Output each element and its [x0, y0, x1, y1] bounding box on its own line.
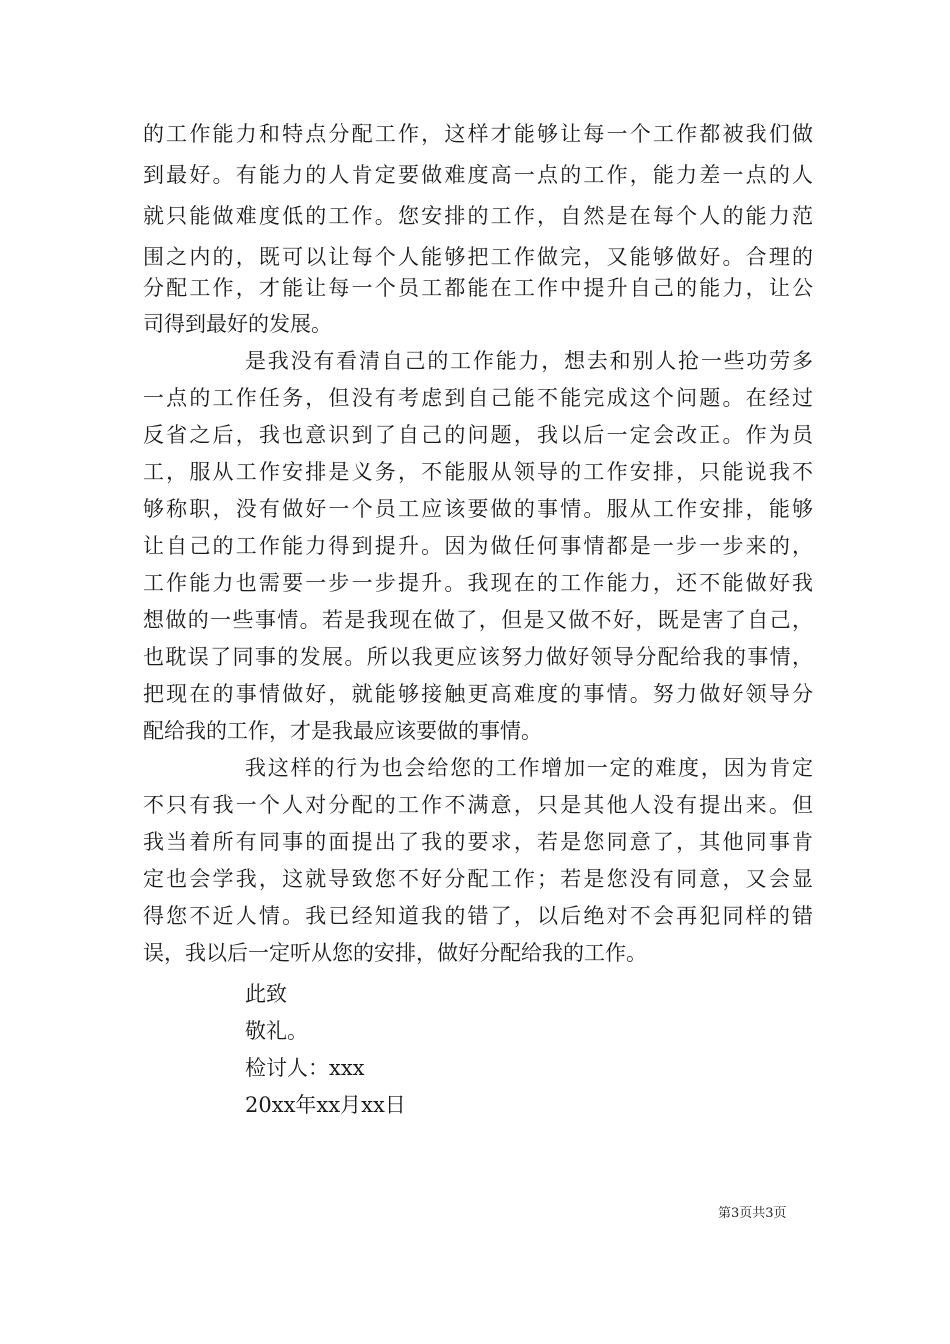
- paragraph-2-line: 够称职，没有做好一个员工应该要做的事情。服从工作安排，能够: [143, 497, 813, 521]
- closing-signer: 检讨人：xxx: [245, 1056, 365, 1080]
- paragraph-3-line: 误，我以后一定听从您的安排，做好分配给我的工作。: [143, 941, 647, 965]
- paragraph-1-line: 的工作能力和特点分配工作，这样才能够让每一个工作都被我们做: [143, 122, 813, 146]
- paragraph-1-line: 到最好。有能力的人肯定要做难度高一点的工作，能力差一点的人: [143, 163, 813, 187]
- closing-respect: 敬礼。: [245, 1019, 308, 1043]
- page-number-footer: 第3页共3页: [718, 1206, 787, 1221]
- paragraph-2-line: 是我没有看清自己的工作能力，想去和别人抢一些功劳多: [245, 349, 813, 373]
- closing-salutation: 此致: [245, 982, 287, 1006]
- paragraph-3-line: 不只有我一个人对分配的工作不满意，只是其他人没有提出来。但: [143, 793, 813, 817]
- paragraph-2-line: 让自己的工作能力得到提升。因为做任何事情都是一步一步来的，: [143, 534, 813, 558]
- paragraph-3-line: 我当着所有同事的面提出了我的要求，若是您同意了，其他同事肯: [143, 830, 813, 854]
- paragraph-2-line: 也耽误了同事的发展。所以我更应该努力做好领导分配给我的事情，: [143, 645, 813, 669]
- paragraph-2-line: 工作能力也需要一步一步提升。我现在的工作能力，还不能做好我: [143, 571, 813, 595]
- paragraph-2-line: 反省之后，我也意识到了自己的问题，我以后一定会改正。作为员: [143, 423, 813, 447]
- paragraph-1-line: 围之内的，既可以让每个人能够把工作做完，又能够做好。合理的: [143, 245, 813, 269]
- paragraph-1-line: 就只能做难度低的工作。您安排的工作，自然是在每个人的能力范: [143, 204, 813, 228]
- paragraph-2-line: 想做的一些事情。若是我现在做了，但是又做不好，既是害了自己，: [143, 608, 813, 632]
- paragraph-1-line: 分配工作，才能让每一个员工都能在工作中提升自己的能力，让公: [143, 276, 813, 300]
- closing-date: 20xx年xx月xx日: [245, 1093, 406, 1117]
- paragraph-3-line: 定也会学我，这就导致您不好分配工作；若是您没有同意，又会显: [143, 867, 813, 891]
- paragraph-3-line: 得您不近人情。我已经知道我的错了，以后绝对不会再犯同样的错: [143, 904, 813, 928]
- paragraph-2-line: 工，服从工作安排是义务，不能服从领导的工作安排，只能说我不: [143, 460, 813, 484]
- paragraph-2-line: 配给我的工作，才是我最应该要做的事情。: [143, 719, 542, 743]
- paragraph-1-line: 司得到最好的发展。: [143, 312, 332, 336]
- paragraph-2-line: 把现在的事情做好，就能够接触更高难度的事情。努力做好领导分: [143, 682, 813, 706]
- paragraph-2-line: 一点的工作任务，但没有考虑到自己能不能完成这个问题。在经过: [143, 386, 813, 410]
- paragraph-3-line: 我这样的行为也会给您的工作增加一定的难度，因为肯定: [245, 756, 813, 780]
